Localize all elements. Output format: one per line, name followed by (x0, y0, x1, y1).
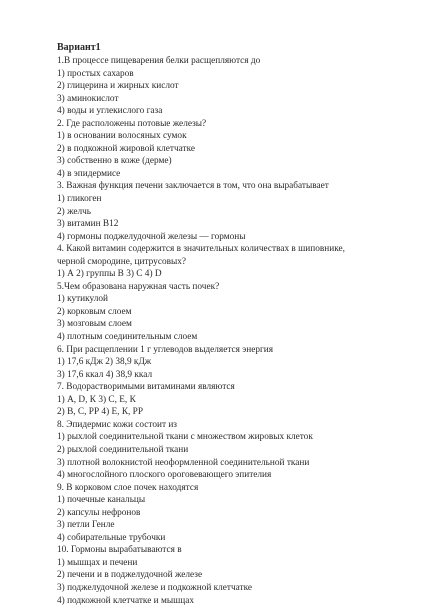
document-line: 9. В корковом слое почек находятся (57, 482, 199, 493)
document-line: 5.Чем образована наружная часть почек? (57, 281, 220, 292)
document-line: 3) поджелудочной железе и подкожной клетчатке (57, 582, 253, 593)
document-line: 6. При расщеплении 1 г углеводов выделяется энергия (57, 344, 274, 355)
document-line: 7. Водорастворимыми витаминами являются (57, 382, 235, 393)
document-line: 1) почечные канальцы (57, 495, 146, 506)
document-line: 2) желчь (57, 206, 92, 217)
document-line: 2) глицерина и жирных кислот (57, 81, 179, 92)
document-line: 3) мозговым слоем (57, 319, 132, 330)
document-line: 1.В процессе пищеварения белки расщепляются до (57, 56, 261, 66)
document-line: 1) 17,6 кДж 2) 38,9 кДж (57, 357, 152, 368)
document-line: 4) в эпидермисе (57, 168, 121, 179)
document-line: 4) гормоны поджелудочной железы — гормоны (57, 231, 246, 242)
document-line: 3) петли Генле (57, 520, 115, 531)
document-line: 1) рыхлой соединительной ткани с множеством жировых клеток (57, 432, 313, 443)
document-line: 4) воды и углекислого газа (57, 106, 163, 117)
document-line: 2) В, С, РР 4) Е, К, РР (57, 407, 144, 418)
document-line: 2) капсулы нефронов (57, 507, 141, 518)
document-line: 3) плотной волокнистой неоформленной соединительной ткани (57, 457, 310, 468)
document-line: 3) аминокислот (57, 93, 119, 104)
document-line: 3) витамин В12 (57, 219, 119, 230)
document-line: черной смородине, цитрусовых? (57, 256, 187, 267)
document-line: 1) кутикулой (57, 294, 109, 305)
document-line: 4) плотным соединительным слоем (57, 332, 198, 343)
document-title: Вариант1 (57, 42, 101, 53)
document-line: 4) многослойного плоского ороговевающего эпителия (57, 470, 272, 481)
document-line: 3) 17,6 ккал 4) 38,9 ккал (57, 369, 153, 380)
document-line: 1) А, D, К 3) С, Е, К (57, 394, 136, 405)
document-line: 4. Какой витамин содержится в значительных количествах в шиповнике, (57, 244, 345, 255)
document-body (57, 55, 404, 607)
document-line: 1) гликоген (57, 194, 102, 205)
document-line: 1) в основании волосяных сумок (57, 131, 187, 142)
document-line: 2) печени и в поджелудочной железе (57, 570, 203, 581)
document-line: 4) собирательные трубочки (57, 532, 166, 543)
document-line: 3. Важная функция печени заключается в том, что она вырабатывает (57, 181, 329, 192)
document-line: 4) подкожной клетчатке и мышцах (57, 595, 195, 606)
document-line: 1) мышцах и печени (57, 557, 138, 568)
document-line: 2) в подкожной жировой клетчатке (57, 143, 196, 154)
document-line: 2) рыхлой соединительной ткани (57, 444, 189, 455)
document-line: 2) корковым слоем (57, 306, 132, 317)
document-line: 2. Где расположены потовые железы? (57, 118, 207, 129)
document-line: 8. Эпидермис кожи состоит из (57, 419, 177, 430)
document-line: 3) собственно в коже (дерме) (57, 156, 172, 167)
document-line: 10. Гормоны вырабатываются в (57, 545, 182, 556)
document-line: 1) А 2) группы В 3) С 4) D (57, 269, 162, 280)
document-line: 1) простых сахаров (57, 68, 134, 79)
